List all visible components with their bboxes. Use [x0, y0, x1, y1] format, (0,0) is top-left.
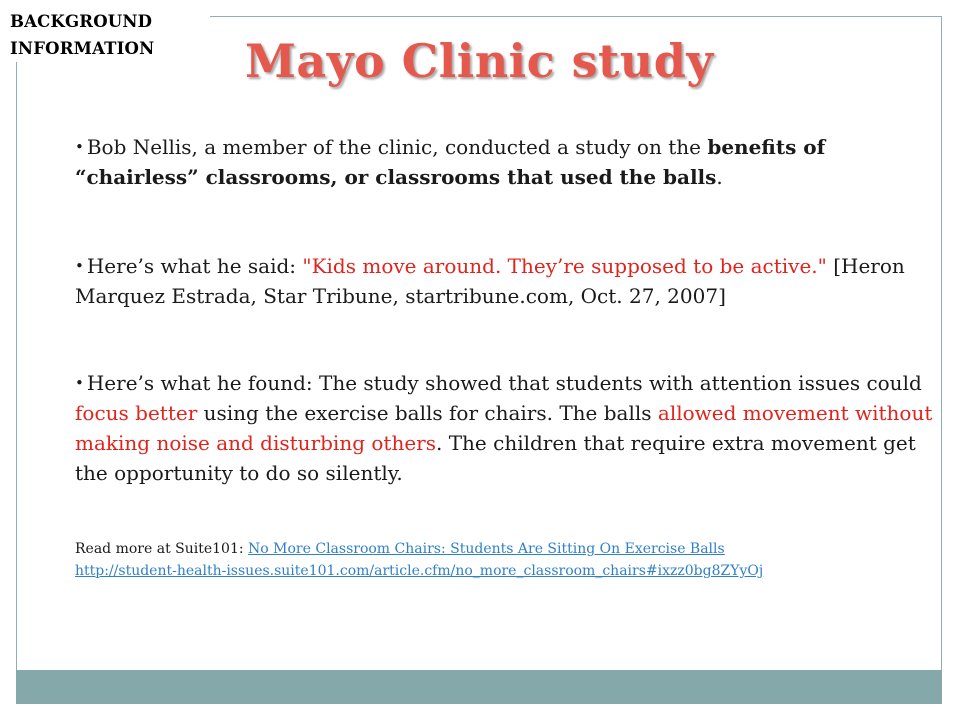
bullet-1-text: Bob Nellis, a member of the clinic, conducted a study on the [86, 135, 708, 159]
bullet-dot-icon: • [75, 138, 84, 156]
bullet-2-quote: "Kids move around. They’re supposed to be active." [302, 254, 827, 278]
bullet-2-citation: [Heron Marquez Estrada, Star Tribune, startribune.com, Oct. 27, 2007] [75, 254, 905, 308]
bullet-3-part1: Here’s what he found: The study showed that students with attention issues could [86, 371, 922, 395]
slide-title: Mayo Clinic study [245, 34, 714, 88]
bullet-2-text: Here’s what he said: [86, 254, 303, 278]
footer-band [16, 670, 942, 704]
read-more [75, 538, 935, 582]
background-information-label [10, 8, 210, 62]
bullet-3-part3: . The children that require extra movement get the opportunity to do so silently. [75, 431, 916, 485]
bullet-1-end: . [716, 165, 723, 189]
corner-label-line-1: BACKGROUND [10, 12, 153, 31]
bullet-3-part2: using the exercise balls for chairs. The balls [197, 401, 658, 425]
bullet-dot-icon: • [75, 257, 84, 275]
bullet-findings [75, 368, 935, 488]
corner-label-line-2: INFORMATION [10, 39, 155, 58]
article-url-link[interactable]: http://student-health-issues.suite101.com/article.cfm/no_more_classroom_chairs#ixzz0bg8ZYyOj [75, 563, 764, 579]
bullet-quote [75, 251, 935, 311]
read-more-prefix: Read more at Suite101: [75, 541, 249, 557]
article-link[interactable]: No More Classroom Chairs: Students Are Sitting On Exercise Balls [248, 541, 725, 557]
bullet-3-red1: focus better [75, 401, 198, 425]
bullet-study [75, 132, 935, 192]
bullet-1-bold: benefits of “chairless” classrooms, or classrooms that used the balls [75, 135, 826, 189]
bullet-3-red2: allowed movement without making noise and disturbing others [75, 401, 933, 455]
slide-frame [16, 16, 942, 704]
bullet-dot-icon: • [75, 374, 84, 392]
